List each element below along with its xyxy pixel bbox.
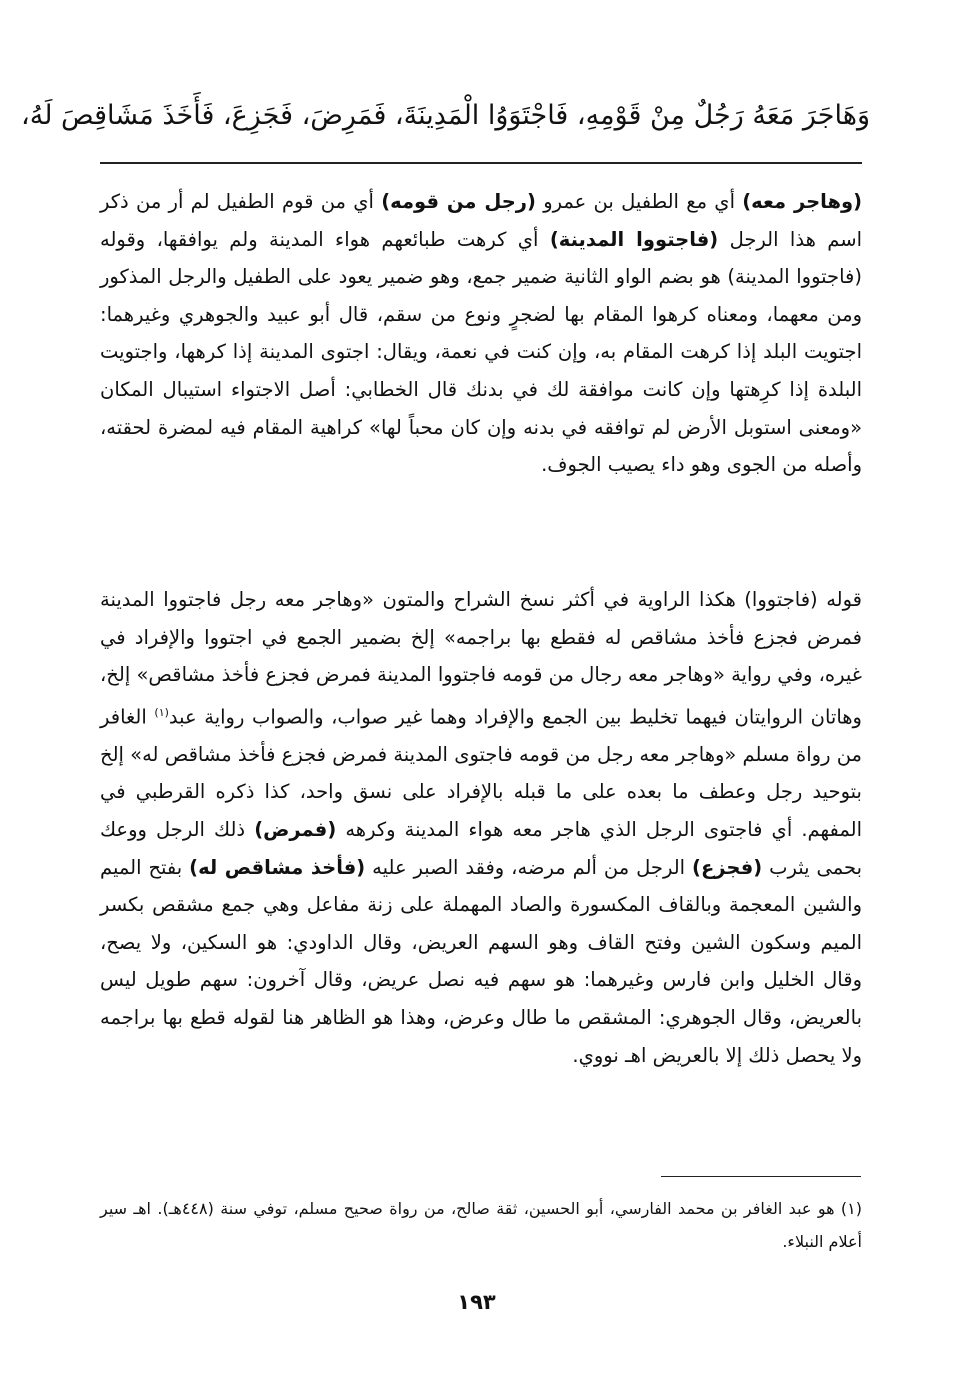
text-segment: ذلك الرجل ووعك بحمى يثرب	[100, 818, 862, 879]
bold-phrase-rajul: (رجل من قومه)	[381, 190, 536, 213]
text-segment: أي من قوم الطفيل لم أر من ذكر اسم هذا الرجل	[100, 190, 862, 251]
commentary-paragraph-2	[100, 581, 862, 1074]
footnote-divider	[661, 1176, 861, 1177]
footnote-marker[interactable]: (١)	[154, 705, 169, 719]
footnote: (١) هو عبد الغافر بن محمد الفارسي، أبو الحسين، ثقة صالح، من رواة صحيح مسلم، توفي سنة (٤٤٨هـ). اهـ سير أعلام النبلاء.	[100, 1199, 862, 1251]
commentary-paragraph-1	[100, 183, 862, 484]
bold-phrase-hajar: (وهاجر معه)	[742, 190, 862, 213]
text-segment: أي كرهت طبائعهم هواء المدينة ولم يوافقها، وقوله (فاجتووا المدينة) هو بضم الواو الثانية ضمير جمع، وهو ضمير يعود على الطفيل والرجل المذكور ومن معهما، ومعناه كرهوا المقام بها لضجرٍ ونوع من سقم، قال أبو عبيد والجوهري وغيرهما: اجتويت البلد إذا كرهت المقام به، وإن كنت في نعمة، ويقال: اجتوى المدينة إذا كرهها، واجتويت البلدة إذا كرِهتها وإن كانت موافقة لك في بدنك قال الخطابي: أصل الاجتواء استيبال المكان «ومعنى استوبل الأرض لم توافقه في بدنه وإن كان محباً لها» كراهية المقام فيه لمضرة لحقته، وأصله من الجوى وهو داء يصيب الجوف.	[100, 227, 862, 477]
text-segment: قوله (فاجتووا) هكذا الراوية في أكثر نسخ الشراح والمتون «وهاجر معه رجل فاجتووا المدينة فمرض فجزع فأخذ مشاقص له فقطع بها براجمه» إلخ بضمير الجمع في اجتووا والإفراد في غيره، وفي رواية «وهاجر معه رجال من قومه فاجتووا المدينة فمرض فجزع فأخذ مشاقص» إلخ، وهاتان الروايتان فيهما تخليط بين الجمع والإفراد وهما غير صواب، والصواب رواية عبد	[100, 588, 862, 729]
text-segment: أي مع الطفيل بن عمرو	[535, 190, 743, 213]
bold-phrase-marid: (فمرض)	[254, 818, 337, 842]
hadith-text-line: وَهَاجَرَ مَعَهُ رَجُلٌ مِنْ قَوْمِهِ، فَاجْتَوَوُا الْمَدِينَةَ، فَمَرِضَ، فَجَزِعَ، فَأَخَذَ مَشَاقِصَ لَهُ،	[21, 100, 870, 131]
bold-phrase-jazi: (فجزع)	[692, 855, 763, 879]
bold-phrase-mashaqis: (فأخذ مشاقص له)	[189, 855, 366, 879]
header-divider	[100, 162, 862, 164]
page-number: ١٩٣	[457, 1290, 496, 1314]
bold-phrase-ijtawaw: (فاجتووا المدينة)	[549, 227, 719, 251]
text-segment: الرجل من ألم مرضه، وفقد الصبر عليه	[365, 855, 693, 879]
text-segment: الغافر من رواة مسلم «وهاجر معه رجل من قومه فاجتوى المدينة فمرض فجزع فأخذ مشاقص له» إلخ بتوحيد رجل وعطف ما بعده على ما قبله بالإفراد على نسق واحد، كذا ذكره القرطبي في المفهم. أي فاجتوى الرجل الذي هاجر معه هواء المدينة وكرهه	[100, 705, 862, 842]
text-segment: بفتح الميم والشين المعجمة وبالقاف المكسورة والصاد المهملة على زنة مفاعل وهي جمع مشقص بكسر الميم وسكون الشين وفتح القاف وهو السهم العريض، وقال الداودي: هو السكين، ولا يصح، وقال الخليل وابن فارس وغيرهما: هو سهم فيه نصل عريض، وقال آخرون: سهم طويل ليس بالعريض، وقال الجوهري: المشقص ما طال وعرض، وهذا هو الظاهر هنا لقوله قطع بها براجمه ولا يحصل ذلك إلا بالعريض اهـ نووي.	[100, 855, 862, 1067]
